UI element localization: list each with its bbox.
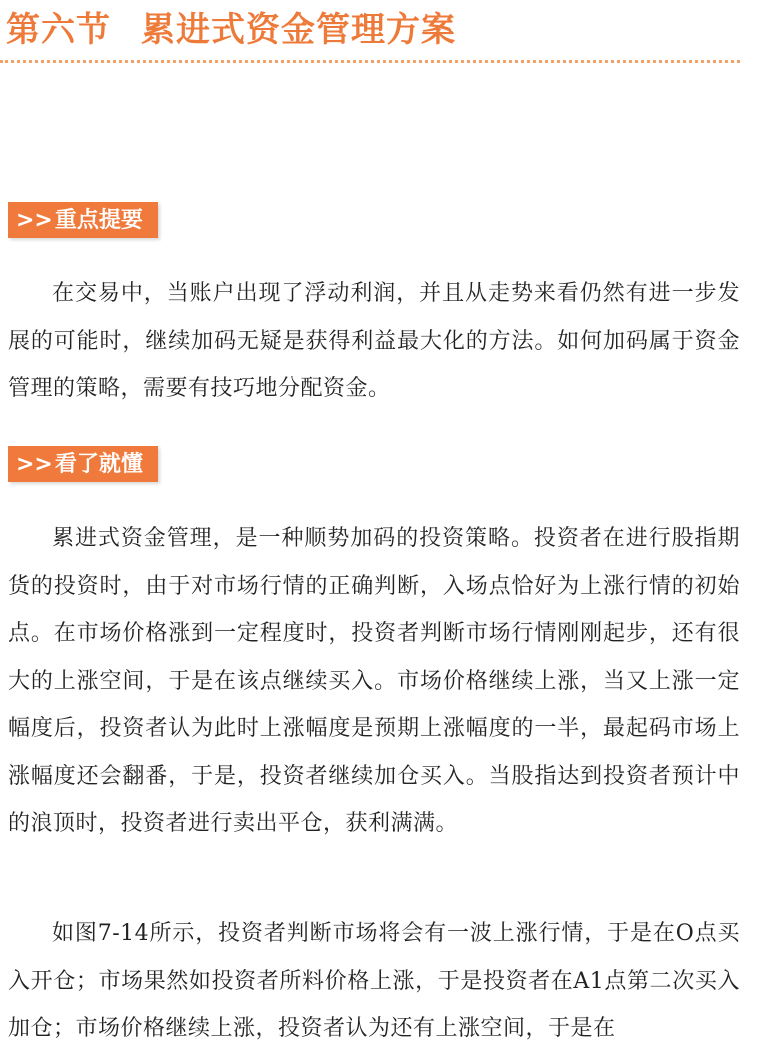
body-paragraph-1: 累进式资金管理，是一种顺势加码的投资策略。投资者在进行股指期货的投资时，由于对市场行情的正确判断，入场点恰好为上涨行情的初始点。在市场价格涨到一定程度时，投资者判断市场行情刚刚起步，还有很大的上涨空间，于是在该点继续买入。市场价格继续上涨，当又上涨一定幅度后，投资者认为此时上涨幅度是预期上涨幅度的一半，最起码市场上涨幅度还会翻番，于是，投资者继续加仓买入。当股指达到投资者预计中的浪顶时，投资者进行卖出平仓，获利满满。 bbox=[8, 526, 740, 836]
double-arrow-icon: >> bbox=[16, 208, 53, 233]
understand-tag bbox=[8, 446, 158, 482]
double-arrow-icon: >> bbox=[16, 452, 53, 477]
understand-label: 看了就懂 bbox=[54, 451, 143, 477]
section-title bbox=[6, 10, 456, 50]
body-paragraph-2: 如图7-14所示，投资者判断市场将会有一波上涨行情，于是在O点买入开仓；市场果然如投资者所料价格上涨，于是投资者在A1点第二次买入加仓；市场价格继续上涨，投资者认为还有上涨空间，于是在 bbox=[8, 921, 740, 1041]
section-number: 第六节 bbox=[6, 10, 111, 50]
title-dotted-rule bbox=[0, 60, 740, 63]
section-name: 累进式资金管理方案 bbox=[141, 10, 456, 50]
key-points-paragraph: 在交易中，当账户出现了浮动利润，并且从走势来看仍然有进一步发展的可能时，继续加码无疑是获得利益最大化的方法。如何加码属于资金管理的策略，需要有技巧地分配资金。 bbox=[8, 281, 740, 401]
key-points-tag bbox=[8, 202, 158, 238]
key-points-label: 重点提要 bbox=[54, 207, 143, 233]
